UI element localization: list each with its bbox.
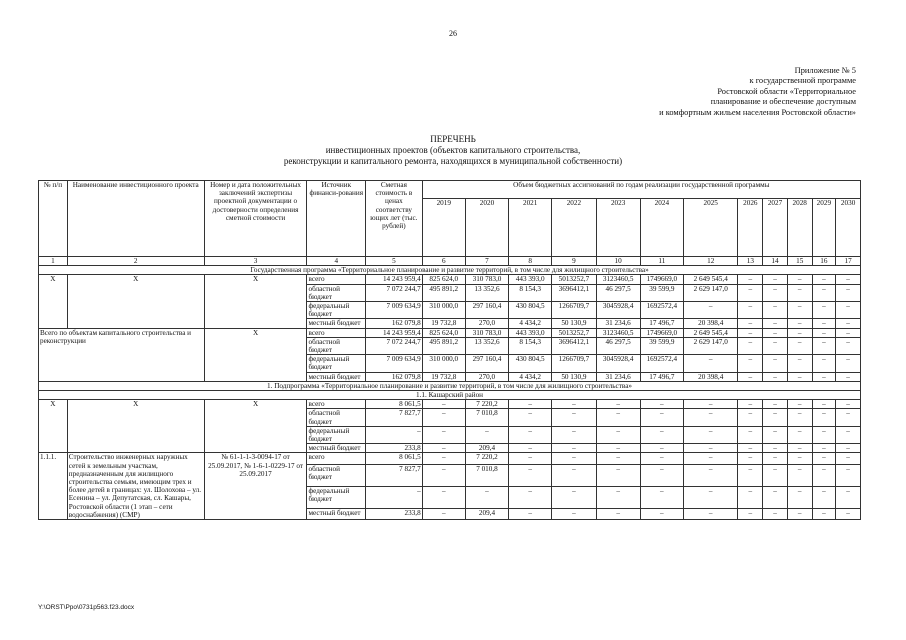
value-cell: –	[787, 275, 812, 284]
value-cell: 162 079,8	[366, 372, 423, 381]
value-cell: –	[596, 453, 640, 465]
value-cell: 31 234,6	[596, 319, 640, 328]
expertise-numbers: № 61-1-1-3-0094-17 от 25.09.2017, № 1-6-1-0229-17 от 25.09.2017	[204, 453, 307, 520]
column-number: 4	[307, 257, 366, 266]
value-cell: –	[738, 444, 763, 453]
value-cell: –	[763, 372, 788, 381]
year-header: 2024	[640, 199, 683, 257]
column-number: 8	[509, 257, 552, 266]
header-expertise: Номер и дата положительных заключений экспертизы проектной документации о достоверности определения сметной стоимости	[204, 181, 307, 257]
funding-source: всего	[307, 275, 366, 284]
value-cell: 8 154,3	[509, 284, 552, 301]
value-cell: –	[812, 337, 836, 354]
value-cell: 7 220,2	[465, 453, 508, 465]
value-cell: 39 599,9	[640, 337, 683, 354]
value-cell: 825 624,0	[422, 328, 465, 337]
value-cell: –	[836, 400, 861, 409]
page-number: 26	[449, 29, 457, 38]
value-cell: 310 783,0	[465, 328, 508, 337]
value-cell: 7 827,7	[366, 409, 423, 426]
value-cell: –	[683, 426, 738, 443]
value-cell: –	[596, 444, 640, 453]
document-title: ПЕРЕЧЕНЬ	[430, 134, 476, 144]
funding-source: всего	[307, 453, 366, 465]
value-cell: –	[812, 372, 836, 381]
value-cell: 7 220,2	[465, 400, 508, 409]
value-cell: –	[509, 409, 552, 426]
funding-source: областной бюджет	[307, 284, 366, 301]
value-cell: –	[812, 355, 836, 372]
year-header: 2021	[509, 199, 552, 257]
value-cell: –	[787, 409, 812, 426]
value-cell: –	[552, 444, 596, 453]
value-cell: 2 629 147,0	[683, 284, 738, 301]
value-cell: –	[422, 508, 465, 520]
program-title: Государственная программа «Территориальное планирование и развитие территорий, в том числе для жилищного строительства»	[39, 266, 861, 275]
value-cell: –	[640, 444, 683, 453]
value-cell: 8 061,5	[366, 400, 423, 409]
value-cell: 1749669,0	[640, 275, 683, 284]
value-cell: 1692572,4	[640, 355, 683, 372]
appendix-line: к государственной программе	[749, 76, 856, 86]
value-cell: 310 783,0	[465, 275, 508, 284]
value-cell: –	[787, 328, 812, 337]
subprogram-title: 1. Подпрограмма «Территориальное планирование и развитие территорий, в том числе для жилищного строительства»	[39, 381, 861, 390]
funding-source: федеральный бюджет	[307, 426, 366, 443]
value-cell: 443 393,0	[509, 275, 552, 284]
value-cell: 430 804,5	[509, 302, 552, 319]
cell-num: 1.1.1.	[39, 453, 68, 520]
cell-expertise: Х	[204, 328, 307, 381]
cell-expertise: Х	[204, 400, 307, 453]
header-sources: Источник финанси-рования	[307, 181, 366, 257]
value-cell: –	[465, 486, 508, 508]
investment-projects-table	[38, 180, 861, 520]
value-cell: 14 243 959,4	[366, 275, 423, 284]
value-cell: 13 352,6	[465, 337, 508, 354]
value-cell: 19 732,8	[422, 319, 465, 328]
value-cell: –	[812, 400, 836, 409]
value-cell: –	[738, 426, 763, 443]
value-cell: –	[787, 464, 812, 486]
value-cell: 50 130,9	[552, 372, 596, 381]
column-number: 2	[67, 257, 204, 266]
value-cell: –	[812, 464, 836, 486]
value-cell: 443 393,0	[509, 328, 552, 337]
column-number: 17	[836, 257, 861, 266]
value-cell: –	[787, 302, 812, 319]
value-cell: 495 891,2	[422, 284, 465, 301]
value-cell: –	[366, 486, 423, 508]
value-cell: –	[422, 400, 465, 409]
cell-num: Х	[39, 275, 68, 328]
value-cell: –	[683, 464, 738, 486]
value-cell: 209,4	[465, 508, 508, 520]
value-cell: –	[640, 508, 683, 520]
value-cell: 4 434,2	[509, 372, 552, 381]
value-cell: –	[787, 508, 812, 520]
value-cell: –	[836, 372, 861, 381]
value-cell: –	[640, 453, 683, 465]
column-number: 14	[763, 257, 788, 266]
funding-source: федеральный бюджет	[307, 486, 366, 508]
year-header: 2028	[787, 199, 812, 257]
value-cell: –	[422, 426, 465, 443]
value-cell: –	[836, 453, 861, 465]
value-cell: –	[596, 464, 640, 486]
value-cell: 8 154,3	[509, 337, 552, 354]
value-cell: –	[422, 464, 465, 486]
value-cell: –	[812, 275, 836, 284]
value-cell: –	[836, 464, 861, 486]
header-cost: Сметная стоимость в ценах соответству ющих лет (тыс. рублей)	[366, 181, 423, 257]
value-cell: –	[787, 426, 812, 443]
value-cell: –	[738, 400, 763, 409]
appendix-line: планирование и обеспечение доступным	[710, 97, 856, 107]
table-row	[39, 275, 861, 284]
value-cell: 495 891,2	[422, 337, 465, 354]
column-number: 10	[596, 257, 640, 266]
subprogram-row	[39, 381, 861, 390]
cell-expertise: Х	[204, 275, 307, 328]
value-cell: –	[509, 464, 552, 486]
value-cell: 14 243 959,4	[366, 328, 423, 337]
value-cell: –	[812, 486, 836, 508]
value-cell: 3045928,4	[596, 302, 640, 319]
value-cell: –	[738, 464, 763, 486]
value-cell: –	[509, 508, 552, 520]
value-cell: 8 061,5	[366, 453, 423, 465]
value-cell: –	[763, 426, 788, 443]
value-cell: 7 010,8	[465, 409, 508, 426]
value-cell: 1692572,4	[640, 302, 683, 319]
value-cell: 7 010,8	[465, 464, 508, 486]
column-number: 5	[366, 257, 423, 266]
value-cell: 7 009 634,9	[366, 302, 423, 319]
cell-num: Х	[39, 400, 68, 453]
value-cell: –	[738, 275, 763, 284]
column-number: 9	[552, 257, 596, 266]
value-cell: –	[836, 444, 861, 453]
value-cell: –	[552, 400, 596, 409]
document-subtitle: инвестиционных проектов (объектов капитального строительства,	[325, 145, 581, 155]
value-cell: –	[509, 453, 552, 465]
project-name: Строительство инженерных наружных сетей к земельным участкам, предназначенным для жилищного строительства семьям, имеющим трех и более детей в границах: ул. Шолохова – ул. Есенина – ул. Депутатская, сл. Кашары, Ростовской области (1 этап – сети водоснабжения) (СМР)	[67, 453, 204, 520]
column-number: 13	[738, 257, 763, 266]
funding-source: областной бюджет	[307, 409, 366, 426]
value-cell: 297 160,4	[465, 355, 508, 372]
value-cell: –	[422, 409, 465, 426]
value-cell: –	[763, 355, 788, 372]
value-cell: –	[738, 328, 763, 337]
year-header: 2025	[683, 199, 738, 257]
column-number: 12	[683, 257, 738, 266]
value-cell: –	[738, 453, 763, 465]
value-cell: 3123460,5	[596, 328, 640, 337]
value-cell: –	[763, 319, 788, 328]
value-cell: –	[738, 337, 763, 354]
column-numbers-row	[39, 257, 861, 266]
table-row	[39, 400, 861, 409]
value-cell: –	[596, 409, 640, 426]
cell-name: Х	[67, 400, 204, 453]
year-header: 2030	[836, 199, 861, 257]
value-cell: –	[812, 453, 836, 465]
value-cell: 4 434,2	[509, 319, 552, 328]
funding-source: федеральный бюджет	[307, 355, 366, 372]
value-cell: –	[596, 508, 640, 520]
value-cell: 46 297,5	[596, 337, 640, 354]
value-cell: 17 496,7	[640, 319, 683, 328]
value-cell: –	[738, 508, 763, 520]
value-cell: –	[787, 486, 812, 508]
value-cell: –	[787, 284, 812, 301]
year-header: 2026	[738, 199, 763, 257]
value-cell: –	[552, 426, 596, 443]
funding-source: местный бюджет	[307, 444, 366, 453]
value-cell: –	[738, 486, 763, 508]
funding-source: местный бюджет	[307, 319, 366, 328]
table-row	[39, 328, 861, 337]
value-cell: –	[787, 337, 812, 354]
value-cell: 19 732,8	[422, 372, 465, 381]
value-cell: –	[787, 400, 812, 409]
value-cell: –	[422, 453, 465, 465]
header-volume: Объем бюджетных ассигнований по годам реализации государственной программы	[422, 181, 860, 199]
value-cell: 2 649 545,4	[683, 275, 738, 284]
value-cell: –	[836, 337, 861, 354]
value-cell: 3123460,5	[596, 275, 640, 284]
column-number: 1	[39, 257, 68, 266]
district-title: 1.1. Кашарский район	[39, 391, 861, 400]
value-cell: –	[552, 453, 596, 465]
cell-name: Х	[67, 275, 204, 328]
header-num: № п/п	[39, 181, 68, 257]
value-cell: –	[836, 275, 861, 284]
value-cell: –	[836, 302, 861, 319]
value-cell: 270,0	[465, 319, 508, 328]
value-cell: –	[738, 302, 763, 319]
value-cell: –	[683, 409, 738, 426]
value-cell: –	[422, 444, 465, 453]
value-cell: –	[683, 400, 738, 409]
value-cell: –	[596, 486, 640, 508]
value-cell: –	[763, 409, 788, 426]
value-cell: –	[640, 486, 683, 508]
value-cell: 209,4	[465, 444, 508, 453]
value-cell: 5013252,7	[552, 275, 596, 284]
appendix-line: Приложение № 5	[794, 66, 856, 75]
header-name: Наименование инвестиционного проекта	[67, 181, 204, 257]
appendix-line: Ростовской области «Территориальное	[717, 86, 856, 96]
value-cell: 7 072 244,7	[366, 337, 423, 354]
value-cell: 3045928,4	[596, 355, 640, 372]
value-cell: –	[763, 328, 788, 337]
value-cell: 3696412,1	[552, 284, 596, 301]
column-number: 16	[812, 257, 836, 266]
value-cell: –	[509, 400, 552, 409]
value-cell: –	[640, 426, 683, 443]
value-cell: –	[763, 284, 788, 301]
funding-source: местный бюджет	[307, 372, 366, 381]
value-cell: –	[683, 486, 738, 508]
value-cell: –	[640, 464, 683, 486]
value-cell: 825 624,0	[422, 275, 465, 284]
value-cell: 50 130,9	[552, 319, 596, 328]
value-cell: –	[763, 337, 788, 354]
value-cell: –	[738, 319, 763, 328]
total-label: Всего по объектам капитального строительства и реконструкции	[39, 328, 205, 381]
document-title-block	[0, 134, 906, 167]
appendix-line: и комфортным жильем населения Ростовской области»	[659, 107, 856, 117]
value-cell: –	[812, 426, 836, 443]
table-row	[39, 453, 861, 465]
value-cell: –	[683, 302, 738, 319]
value-cell: 1266709,7	[552, 302, 596, 319]
value-cell: –	[812, 302, 836, 319]
year-header: 2022	[552, 199, 596, 257]
column-number: 6	[422, 257, 465, 266]
value-cell: –	[763, 275, 788, 284]
value-cell: 2 649 545,4	[683, 328, 738, 337]
value-cell: 270,0	[465, 372, 508, 381]
value-cell: –	[836, 508, 861, 520]
appendix-heading	[536, 66, 856, 118]
value-cell: –	[552, 409, 596, 426]
value-cell: 7 072 244,7	[366, 284, 423, 301]
document-subtitle: реконструкции и капитального ремонта, находящихся в муниципальной собственности)	[283, 156, 623, 166]
program-row	[39, 266, 861, 275]
value-cell: 2 629 147,0	[683, 337, 738, 354]
value-cell: 31 234,6	[596, 372, 640, 381]
value-cell: –	[596, 400, 640, 409]
value-cell: 3696412,1	[552, 337, 596, 354]
value-cell: 7 009 634,9	[366, 355, 423, 372]
value-cell: 430 804,5	[509, 355, 552, 372]
year-header: 2023	[596, 199, 640, 257]
value-cell: –	[836, 426, 861, 443]
value-cell: –	[509, 486, 552, 508]
value-cell: 7 827,7	[366, 464, 423, 486]
year-header: 2019	[422, 199, 465, 257]
value-cell: 310 000,0	[422, 302, 465, 319]
value-cell: –	[552, 464, 596, 486]
value-cell: –	[552, 508, 596, 520]
value-cell: –	[683, 355, 738, 372]
value-cell: 162 079,8	[366, 319, 423, 328]
column-number: 7	[465, 257, 508, 266]
value-cell: –	[787, 319, 812, 328]
value-cell: –	[836, 409, 861, 426]
value-cell: –	[552, 486, 596, 508]
value-cell: –	[738, 372, 763, 381]
value-cell: –	[787, 453, 812, 465]
funding-source: всего	[307, 328, 366, 337]
value-cell: –	[812, 319, 836, 328]
value-cell: –	[422, 486, 465, 508]
value-cell: –	[763, 508, 788, 520]
value-cell: –	[812, 444, 836, 453]
value-cell: –	[836, 284, 861, 301]
value-cell: –	[763, 453, 788, 465]
value-cell: –	[836, 355, 861, 372]
funding-source: федеральный бюджет	[307, 302, 366, 319]
value-cell: –	[509, 444, 552, 453]
value-cell: –	[596, 426, 640, 443]
value-cell: –	[763, 444, 788, 453]
value-cell: –	[640, 409, 683, 426]
value-cell: –	[836, 328, 861, 337]
value-cell: –	[787, 372, 812, 381]
value-cell: –	[738, 409, 763, 426]
column-number: 11	[640, 257, 683, 266]
value-cell: –	[812, 328, 836, 337]
funding-source: местный бюджет	[307, 508, 366, 520]
value-cell: –	[465, 426, 508, 443]
value-cell: –	[763, 400, 788, 409]
value-cell: 39 599,9	[640, 284, 683, 301]
year-header: 2027	[763, 199, 788, 257]
value-cell: –	[763, 486, 788, 508]
file-path-footer: Y:\ORST\Ppo\0731p563.f23.docx	[38, 604, 135, 611]
funding-source: областной бюджет	[307, 464, 366, 486]
value-cell: –	[763, 464, 788, 486]
year-header: 2029	[812, 199, 836, 257]
value-cell: –	[738, 355, 763, 372]
value-cell: –	[763, 302, 788, 319]
year-header: 2020	[465, 199, 508, 257]
value-cell: 13 352,6	[465, 284, 508, 301]
funding-source: всего	[307, 400, 366, 409]
value-cell: –	[787, 355, 812, 372]
value-cell: –	[787, 444, 812, 453]
funding-source: областной бюджет	[307, 337, 366, 354]
value-cell: –	[683, 444, 738, 453]
value-cell: –	[738, 284, 763, 301]
value-cell: 46 297,5	[596, 284, 640, 301]
value-cell: –	[836, 486, 861, 508]
value-cell: –	[683, 508, 738, 520]
value-cell: –	[509, 426, 552, 443]
header-row	[39, 181, 861, 199]
value-cell: –	[640, 400, 683, 409]
column-number: 15	[787, 257, 812, 266]
value-cell: 17 496,7	[640, 372, 683, 381]
value-cell: 233,8	[366, 508, 423, 520]
value-cell: 1266709,7	[552, 355, 596, 372]
value-cell: 5013252,7	[552, 328, 596, 337]
value-cell: –	[683, 453, 738, 465]
value-cell: 297 160,4	[465, 302, 508, 319]
value-cell: 1749669,0	[640, 328, 683, 337]
value-cell: –	[366, 426, 423, 443]
column-number: 3	[204, 257, 307, 266]
value-cell: –	[812, 409, 836, 426]
value-cell: 233,8	[366, 444, 423, 453]
value-cell: –	[812, 508, 836, 520]
value-cell: 310 000,0	[422, 355, 465, 372]
district-row	[39, 391, 861, 400]
value-cell: 20 398,4	[683, 319, 738, 328]
value-cell: 20 398,4	[683, 372, 738, 381]
value-cell: –	[836, 319, 861, 328]
value-cell: –	[812, 284, 836, 301]
